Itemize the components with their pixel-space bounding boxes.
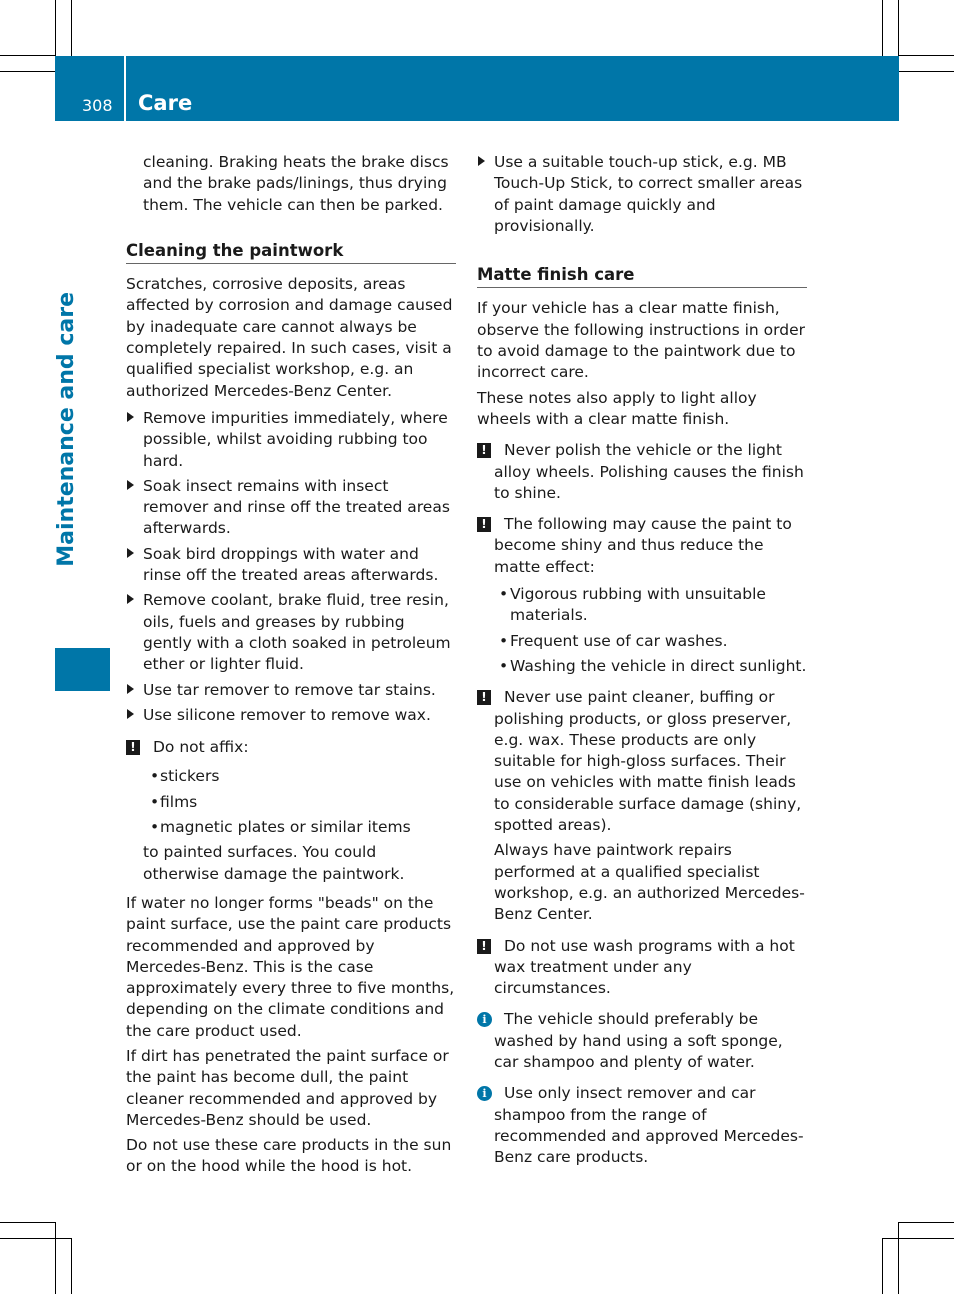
crop-mark	[0, 1238, 71, 1239]
paragraph: These notes also apply to light alloy wheels with a clear matte finish.	[477, 388, 757, 428]
crop-mark	[898, 1222, 899, 1294]
info-note: i The vehicle should preferably be washed by hand using a soft sponge, car shampoo and plenty of water.	[477, 1009, 807, 1073]
warning-icon: !	[477, 939, 491, 954]
list-item: • magnetic plates or similar items	[126, 817, 456, 838]
warning-note: ! The following may cause the paint to become shiny and thus reduce the matte effect:	[477, 514, 807, 578]
crop-mark	[71, 0, 72, 56]
warning-note: ! Do not use wash programs with a hot wax treatment under any circumstances.	[477, 936, 807, 1000]
warning-note: ! Never polish the vehicle or the light alloy wheels. Polishing causes the finish to shine.	[477, 440, 807, 504]
note-text: Always have paintwork repairs performed at a qualified specialist workshop, e.g. an authorized Mercedes-Benz Center.	[494, 841, 805, 924]
crop-mark	[899, 1222, 954, 1223]
header-divider	[124, 56, 126, 121]
paragraph: If your vehicle has a clear matte finish, observe the following instructions in order to avoid damage to the paintwork due to incorrect care.	[477, 299, 805, 382]
warning-icon: !	[477, 517, 491, 532]
arrow-icon	[127, 594, 134, 604]
intro-paragraph: cleaning. Braking heats the brake discs and the brake pads/linings, thus drying them. The vehicle can then be parked.	[143, 153, 449, 214]
arrow-icon	[127, 709, 134, 719]
instruction-item: Remove coolant, brake fluid, tree resin, oils, fuels and greases by rubbing gently with a cloth soaked in petroleum ether or lighter fluid.	[126, 590, 456, 675]
crop-mark	[882, 0, 883, 56]
paragraph: Scratches, corrosive deposits, areas affected by corrosion and damage caused by inadequate care cannot always be completely repaired. In such cases, visit a qualified specialist workshop, e.g. an authorized Mercedes-Benz Center.	[126, 275, 453, 400]
heading-cleaning-paintwork: Cleaning the paintwork	[126, 240, 456, 264]
arrow-icon	[127, 548, 134, 558]
list-item: • films	[126, 792, 456, 813]
instruction-item: Use tar remover to remove tar stains.	[126, 680, 456, 701]
left-column	[126, 152, 456, 1182]
heading-matte-finish: Matte finish care	[477, 264, 807, 288]
arrow-icon	[127, 684, 134, 694]
instruction-item: Soak insect remains with insect remover and rinse off the treated areas afterwards.	[126, 476, 456, 540]
crop-mark	[0, 55, 55, 56]
paragraph: If water no longer forms "beads" on the paint surface, use the paint care products recommended and approved by Mercedes-Benz. This is the case approximately every three to five months, depending on the climate conditions and the care product used.	[126, 893, 455, 1040]
section-title: Care	[138, 91, 193, 115]
crop-mark	[882, 1238, 954, 1239]
info-note: i Use only insect remover and car shampoo from the range of recommended and approved Mercedes-Benz care products.	[477, 1083, 807, 1168]
info-icon: i	[477, 1086, 492, 1101]
instruction-item: Remove impurities immediately, where possible, whilst avoiding rubbing too hard.	[126, 408, 456, 472]
warning-note: ! Never use paint cleaner, buffing or polishing products, or gloss preserver, e.g. wax. These products are only suitable for high-gloss surfaces. Their use on vehicles with matte finish leads to considerable surface damage (shiny, spotted areas).	[477, 687, 807, 836]
warning-icon: !	[477, 690, 491, 705]
list-item: • Vigorous rubbing with unsuitable materials.	[477, 584, 807, 627]
crop-mark	[898, 0, 899, 56]
arrow-icon	[127, 480, 134, 490]
instruction-item: Soak bird droppings with water and rinse off the treated areas afterwards.	[126, 544, 456, 587]
crop-mark	[55, 0, 56, 56]
arrow-icon	[478, 156, 485, 166]
warning-icon: !	[477, 443, 491, 458]
crop-mark	[0, 71, 55, 72]
instruction-item: Use silicone remover to remove wax.	[126, 705, 456, 726]
right-column	[477, 152, 807, 1172]
note-text: to painted surfaces. You could otherwise damage the paintwork.	[143, 843, 405, 883]
list-item: • stickers	[126, 766, 456, 787]
crop-mark	[71, 1238, 72, 1294]
chapter-tab-marker	[55, 648, 110, 691]
paragraph: Do not use these care products in the sun or on the hood while the hood is hot.	[126, 1136, 452, 1176]
crop-mark	[0, 1222, 55, 1223]
chapter-tab-label: Maintenance and care	[54, 292, 79, 567]
crop-mark	[55, 1222, 56, 1294]
page-number: 308	[82, 96, 113, 115]
list-item: • Frequent use of car washes.	[477, 631, 807, 652]
arrow-icon	[127, 412, 134, 422]
warning-icon: !	[126, 740, 140, 755]
crop-mark	[899, 55, 954, 56]
crop-mark	[899, 71, 954, 72]
info-icon: i	[477, 1012, 492, 1027]
instruction-item: Use a suitable touch-up stick, e.g. MB Touch-Up Stick, to correct smaller areas of paint damage quickly and provisionally.	[477, 152, 807, 237]
crop-mark	[882, 1238, 883, 1294]
paragraph: If dirt has penetrated the paint surface or the paint has become dull, the paint cleaner recommended and approved by Mercedes-Benz should be used.	[126, 1046, 449, 1129]
warning-note: ! Do not affix:	[126, 737, 456, 758]
list-item: • Washing the vehicle in direct sunlight.	[477, 656, 807, 677]
